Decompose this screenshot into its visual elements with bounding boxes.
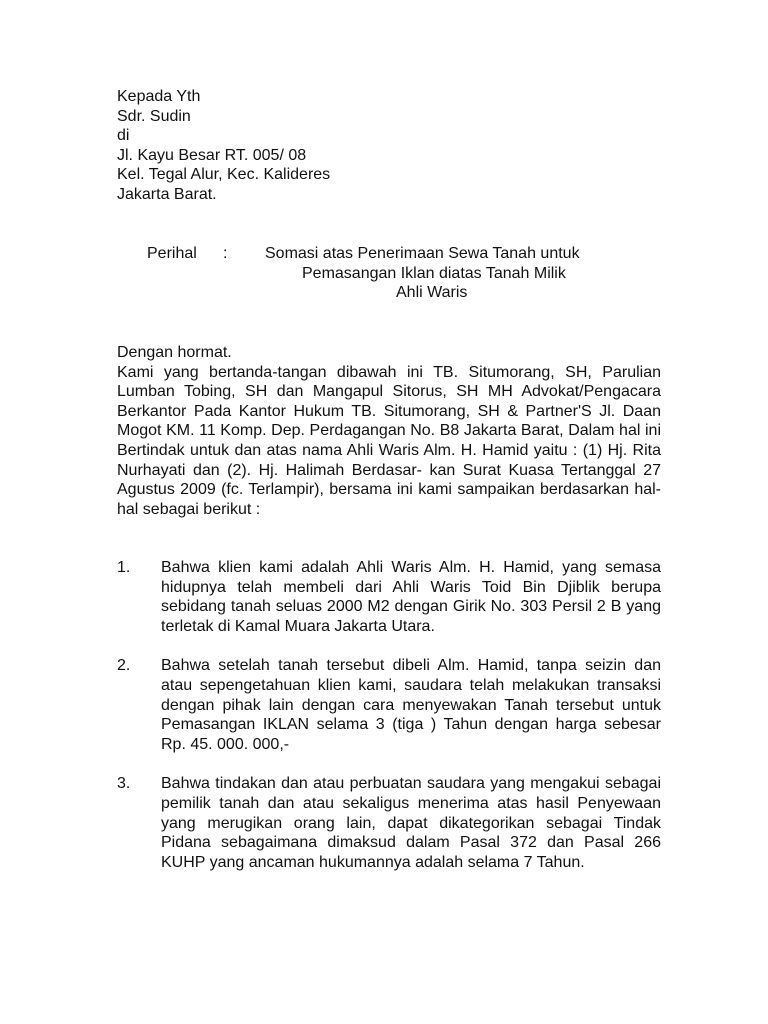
subject-line: Pemasangan Iklan diatas Tanah Milik bbox=[302, 264, 566, 282]
list-item-text: Bahwa setelah tanah tersebut dibeli Alm. Hamid, tanpa seizin dan atau sepengetahuan klien kami, saudara telah melakukan transaksi dengan pihak lain dengan cara menyewakan Tanah tersebut untuk Pemasangan IKLAN selama 3 (tiga ) Tahun dengan harga sebesar Rp. 45. 000. 000,- bbox=[161, 657, 661, 753]
list-item-number: 2. bbox=[117, 657, 131, 675]
letter-body bbox=[117, 343, 661, 519]
address-line: di bbox=[117, 127, 130, 145]
subject-block bbox=[147, 244, 667, 306]
subject-line: Ahli Waris bbox=[396, 284, 468, 302]
address-line: Jl. Kayu Besar RT. 005/ 08 bbox=[117, 146, 307, 164]
list-item bbox=[117, 656, 661, 754]
subject-colon: : bbox=[223, 245, 228, 262]
list-item-text: Bahwa klien kami adalah Ahli Waris Alm. H. Hamid, yang semasa hidupnya telah membeli dari Ahli Waris Toid Bin Djiblik berupa sebidang tanah seluas 2000 M2 dengan Girik No. 303 Persil 2 B yang terletak di Kamal Muara Jakarta Utara. bbox=[161, 559, 661, 635]
intro-paragraph: Kami yang bertanda-tangan dibawah ini TB. Situmorang, SH, Parulian Lumban Tobing, SH dan Mangapul Sitorus, SH MH Advokat/Pengacara Berkantor Pada Kantor Hukum TB. Situmorang, SH & Partner'S Jl. Daan Mogot KM. 11 Komp. Dep. Perdagangan No. B8 Jakarta Barat, Dalam hal ini Bertindak untuk dan atas nama Ahli Waris Alm. H. Hamid yaitu : (1) Hj. Rita Nurhayati dan (2). Hj. Halimah Berdasar- kan Surat Kuasa Tertanggal 27 Agustus 2009 (fc. Terlampir), bersama ini kami sampaikan berdasarkan hal-hal sebagai berikut : bbox=[117, 363, 661, 518]
greeting: Dengan hormat. bbox=[117, 344, 232, 361]
list-item-number: 1. bbox=[117, 559, 131, 576]
address-line: Kepada Yth bbox=[117, 88, 201, 105]
subject-line: Somasi atas Penerimaan Sewa Tanah untuk bbox=[265, 245, 580, 262]
list-item-text: Bahwa tindakan dan atau perbuatan saudara yang mengakui sebagai pemilik tanah dan atau sekaligus menerima atas hasil Penyewaan yang merugikan orang lain, dapat dikategorikan sebagai Tindak Pidana sebagaimana dimaksud dalam Pasal 372 dan Pasal 266 KUHP yang ancaman hukumannya adalah selama 7 Tahun. bbox=[161, 775, 661, 871]
address-line: Jakarta Barat. bbox=[117, 185, 217, 203]
subject-text bbox=[265, 244, 665, 303]
list-item bbox=[117, 774, 661, 872]
list-item bbox=[117, 558, 661, 636]
recipient-address bbox=[117, 87, 677, 205]
subject-label: Perihal bbox=[147, 245, 197, 262]
address-line: Kel. Tegal Alur, Kec. Kalideres bbox=[117, 166, 331, 184]
list-item-number: 3. bbox=[117, 775, 131, 793]
address-line: Sdr. Sudin bbox=[117, 107, 191, 125]
points-list bbox=[117, 558, 661, 892]
